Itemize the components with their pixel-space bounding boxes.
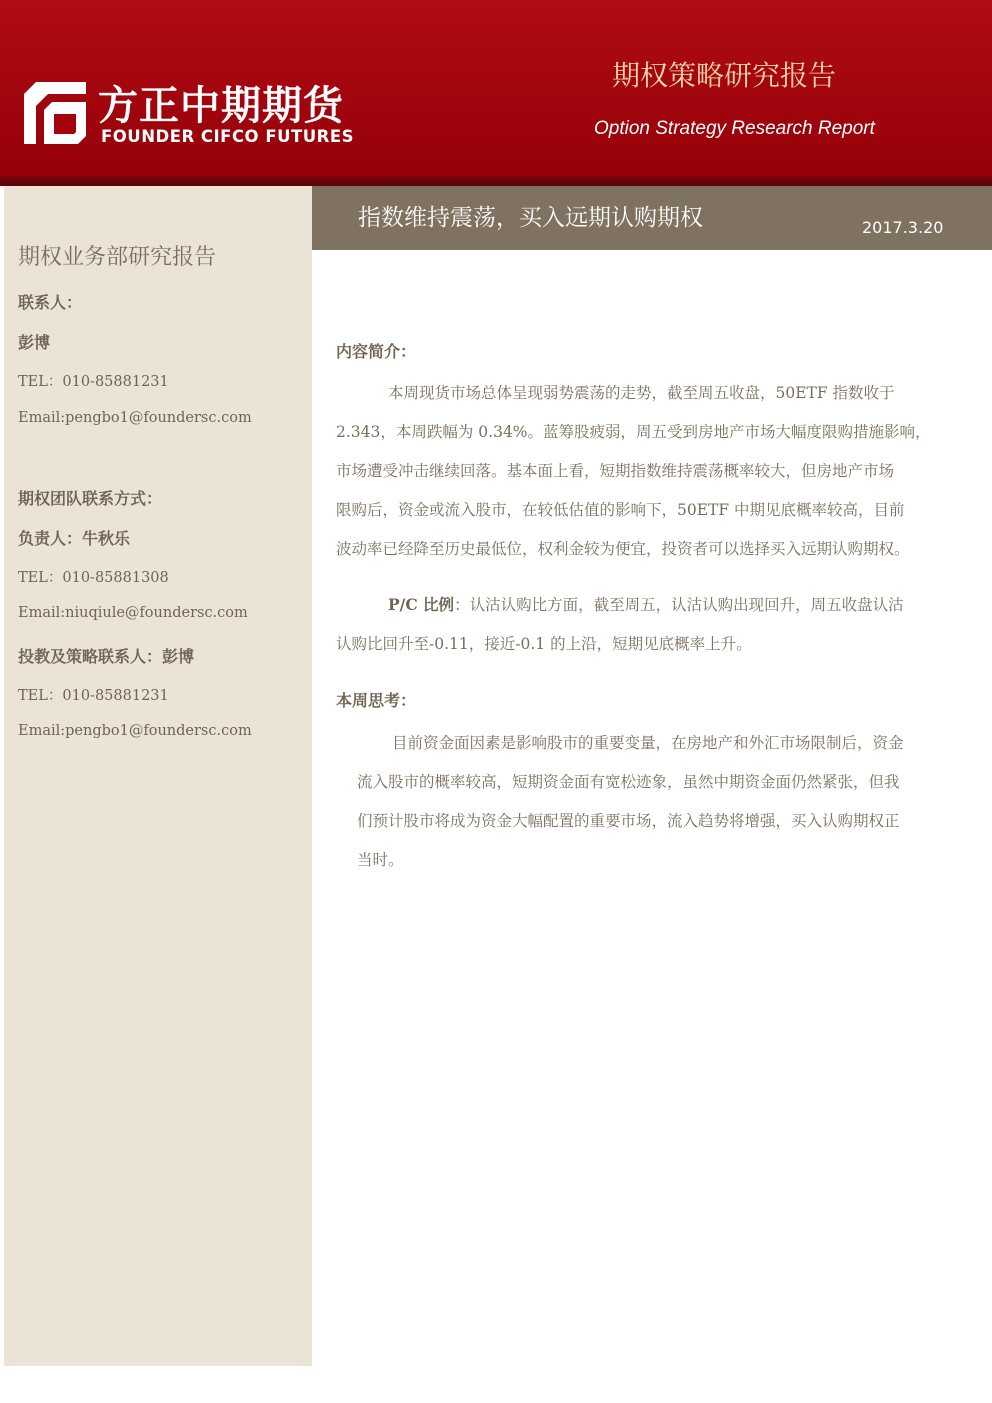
contact-name: 彭博 xyxy=(18,333,51,352)
team-lead: 负责人：牛秋乐 xyxy=(18,529,131,548)
intro-line: 波动率已经降至历史最低位，权利金较为便宜，投资者可以选择买入远期认购期权。 xyxy=(336,540,910,558)
thoughts-line: 目前资金面因素是影响股市的重要变量，在房地产和外汇市场限制后，资金 xyxy=(392,734,904,752)
pc-ratio-line-2: 认购比回升至-0.11，接近-0.1 的上沿，短期见底概率上升。 xyxy=(336,635,752,653)
strategy-email[interactable]: Email:pengbo1@foundersc.com xyxy=(18,723,252,739)
thoughts-line: 流入股市的概率较高，短期资金面有宽松迹象，虽然中期资金面仍然紧张，但我 xyxy=(357,773,900,791)
report-type-en: Option Strategy Research Report xyxy=(594,118,875,139)
thoughts-line: 们预计股市将成为资金大幅配置的重要市场，流入趋势将增强，买入认购期权正 xyxy=(357,812,900,830)
contact-tel: TEL：010-85881231 xyxy=(18,374,169,390)
team-tel: TEL：010-85881308 xyxy=(18,570,169,586)
strategy-contact-label: 投教及策略联系人：彭博 xyxy=(18,647,195,666)
thoughts-line: 当时。 xyxy=(357,851,404,869)
team-label: 期权团队联系方式： xyxy=(18,489,163,508)
report-type-cn: 期权策略研究报告 xyxy=(612,59,837,92)
brand-name-cn: 方正中期期货 xyxy=(98,83,344,129)
founder-logo-icon xyxy=(22,80,88,146)
pc-ratio-line xyxy=(388,593,904,615)
article-date: 2017.3.20 xyxy=(862,218,944,237)
intro-line: 2.343，本周跌幅为 0.34%。蓝筹股疲弱，周五受到房地产市场大幅度限购措施影响， xyxy=(336,423,931,441)
team-email[interactable]: Email:niuqiule@foundersc.com xyxy=(18,605,248,621)
pc-ratio-label: P/C 比例 xyxy=(388,595,455,614)
contact-label: 联系人： xyxy=(18,293,83,312)
pc-ratio-text: ：认沽认购比方面，截至周五，认沽认购出现回升，周五收盘认沽 xyxy=(454,596,904,614)
intro-line: 市场遭受冲击继续回落。基本面上看，短期指数维持震荡概率较大，但房地产市场 xyxy=(336,462,895,480)
header-divider xyxy=(0,176,992,186)
contact-email[interactable]: Email:pengbo1@foundersc.com xyxy=(18,410,252,426)
intro-line: 限购后，资金或流入股市，在较低估值的影响下，50ETF 中期见底概率较高，目前 xyxy=(336,501,905,519)
strategy-tel: TEL：010-85881231 xyxy=(18,688,169,704)
intro-heading: 内容简介： xyxy=(336,342,417,361)
intro-line: 本周现货市场总体呈现弱势震荡的走势，截至周五收盘，50ETF 指数收于 xyxy=(388,384,895,402)
brand-name-en: FOUNDER CIFCO FUTURES xyxy=(101,127,355,146)
weekly-thoughts-heading: 本周思考： xyxy=(336,691,417,710)
article-title: 指数维持震荡，买入远期认购期权 xyxy=(358,205,703,231)
department-title: 期权业务部研究报告 xyxy=(18,245,217,270)
contact-sidebar xyxy=(4,186,312,1366)
